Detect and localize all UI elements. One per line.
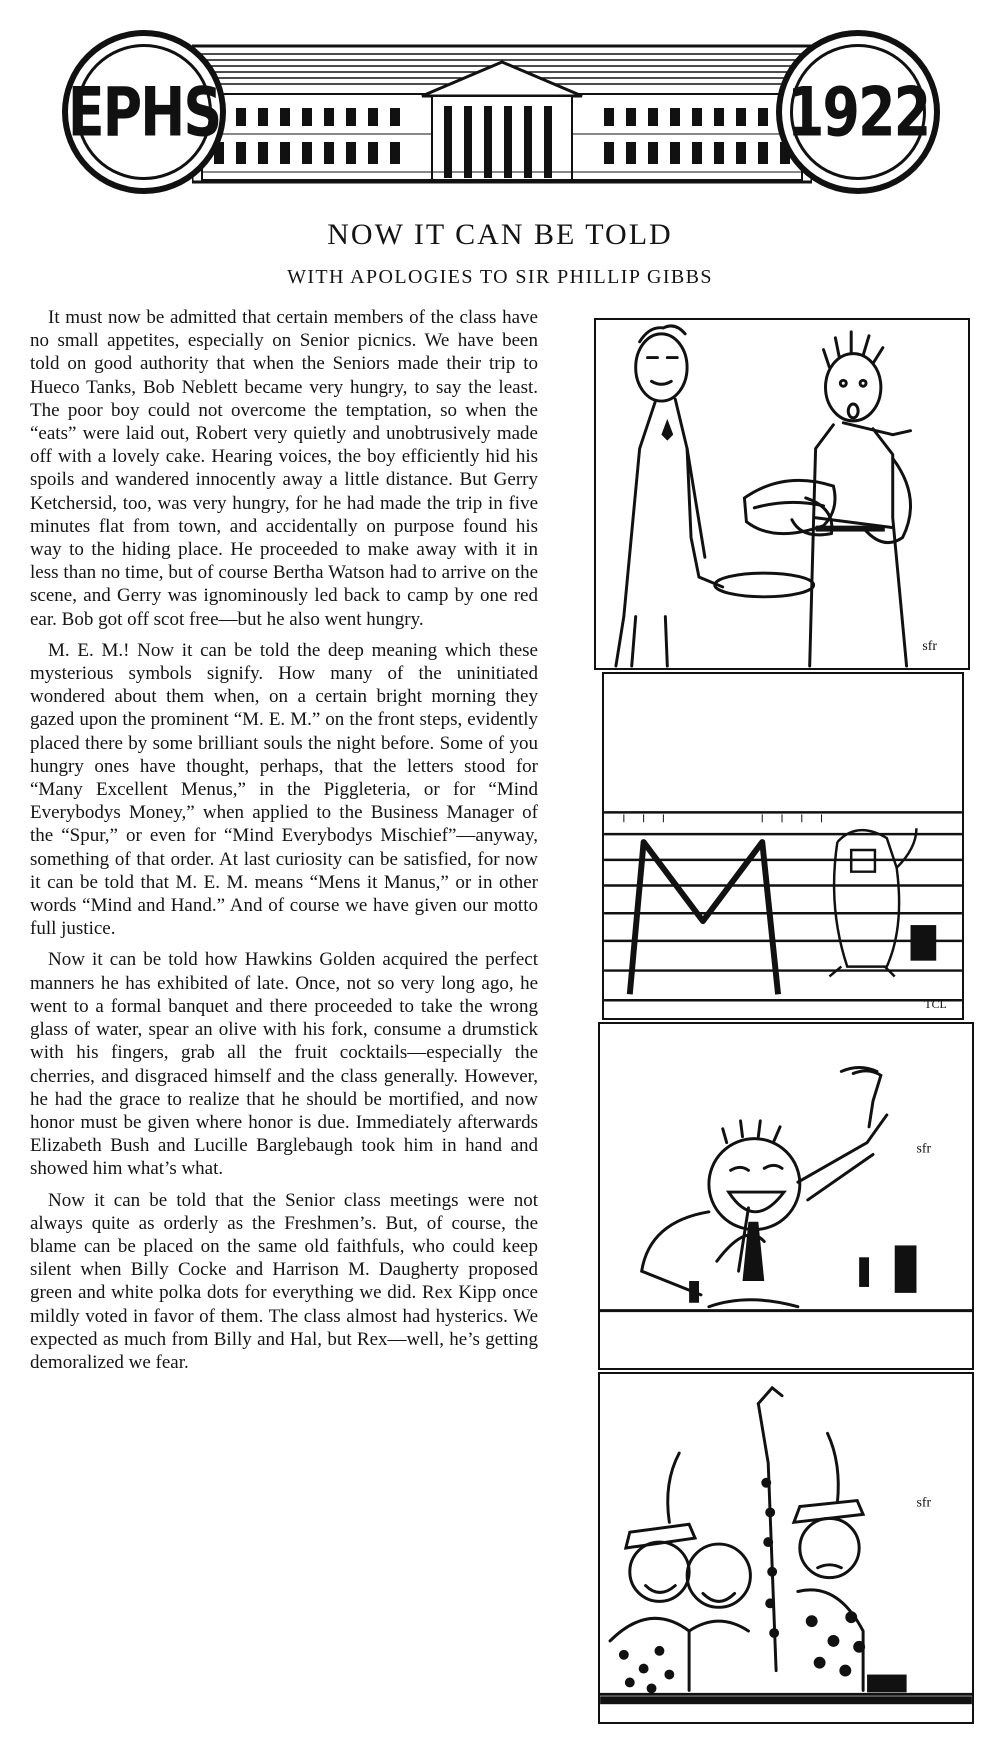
illustration-steps [602,672,964,1020]
seal-right-text: 1922 [786,72,930,152]
illustration-signature: TCL [924,997,947,1012]
illustration-signature: sfr [916,1140,932,1156]
page-subtitle: WITH APOLOGIES TO SIR PHILLIP GIBBS [287,266,713,288]
school-seal-left [62,30,226,194]
article-paragraph: It must now be admitted that certain members of the class have no small appetites, especially on Senior picnics. We have been told on good authority that when the Seniors made their trip to Hueco Tanks, Bob Neblett became very hungry, to say the least. The poor boy could not overcome the temptation, so when the “eats” were laid out, Robert very quietly and unobtrusively made off with a lovely cake. Hearing voices, the boy efficiently hid his spoils and wandered innocently away a little distance. But Gerry Ketchersid, too, was very hungry, for he had made the trip in five minutes flat from town, and accidentally on purpose found his way to the hiding place. He proceeded to make away with it in less than no time, but of course Bertha Watson had to arrive on the scene, and Gerry was ignominously led back to camp by one red ear. Bob got off scot free—but he also went hungry. [30,307,538,630]
year-seal-right [776,30,940,194]
article-body [30,306,538,1382]
illustration-signature: sfr [916,1494,932,1510]
seal-left-text: EPHS [67,72,221,152]
school-building-illustration [192,44,812,184]
illustration-polka-dots [598,1372,974,1724]
cake-cartoon [596,320,968,668]
article-paragraph: Now it can be told that the Senior class meetings were not always quite as orderly as the Freshmen’s. But, of course, the blame can be placed on the same old faithfuls, who could keep silent when Billy Cocke and Harrison M. Daugherty proposed green and white polka dots for everything we did. Rex Kipp once mildly voted in favor of them. The class almost had hysterics. We expected as much from Billy and Hal, but Rex—well, he’s getting demoralized we fear. [30,1189,538,1373]
steps-cartoon [604,674,962,1018]
polka-dots-cartoon [600,1374,972,1722]
article-paragraph: Now it can be told how Hawkins Golden acquired the perfect manners he has exhibited of late. Once, not so very long ago, he went to a formal banquet and there proceeded to take the wrong glass of water, spear an olive with his fork, consume a drumstick with his fingers, grab all the fruit cocktails—especially the cherries, and disgraced himself and the class generally. However, he had the grace to realize that he should be mortified, and now honor must be given where honor is due. Immediately afterwards Elizabeth Bush and Lucille Barglebaugh took him in hand and showed him what’s what. [30,949,538,1180]
page-title: NOW IT CAN BE TOLD [327,218,673,251]
banquet-cartoon [600,1024,972,1368]
illustration-signature: sfr [922,638,937,654]
article-paragraph: M. E. M.! Now it can be told the deep meaning which these mysterious symbols signify. How many of the uninitiated wondered about them when, on a certain bright morning they gazed upon the prominent “M. E. M.” on the front steps, evidently placed there by some brilliant souls the night before. Some of you hungry ones have thought, perhaps, that the letters stood for “Many Excellent Menus,” in the Piggleteria, or for “Mind Everybodys Money,” when applied to the Business Manager of the “Spur,” or even for “Mind Everybodys Mischief”—anyway, something of that order. At last curiosity can be satisfied, for now it can be told that M. E. M. means “Mens it Manus,” or in other words “Mind and Hand.” And of course we have given our motto full justice. [30,639,538,940]
illustration-banquet [598,1022,974,1370]
illustration-cake [594,318,970,670]
header-banner [62,30,940,200]
